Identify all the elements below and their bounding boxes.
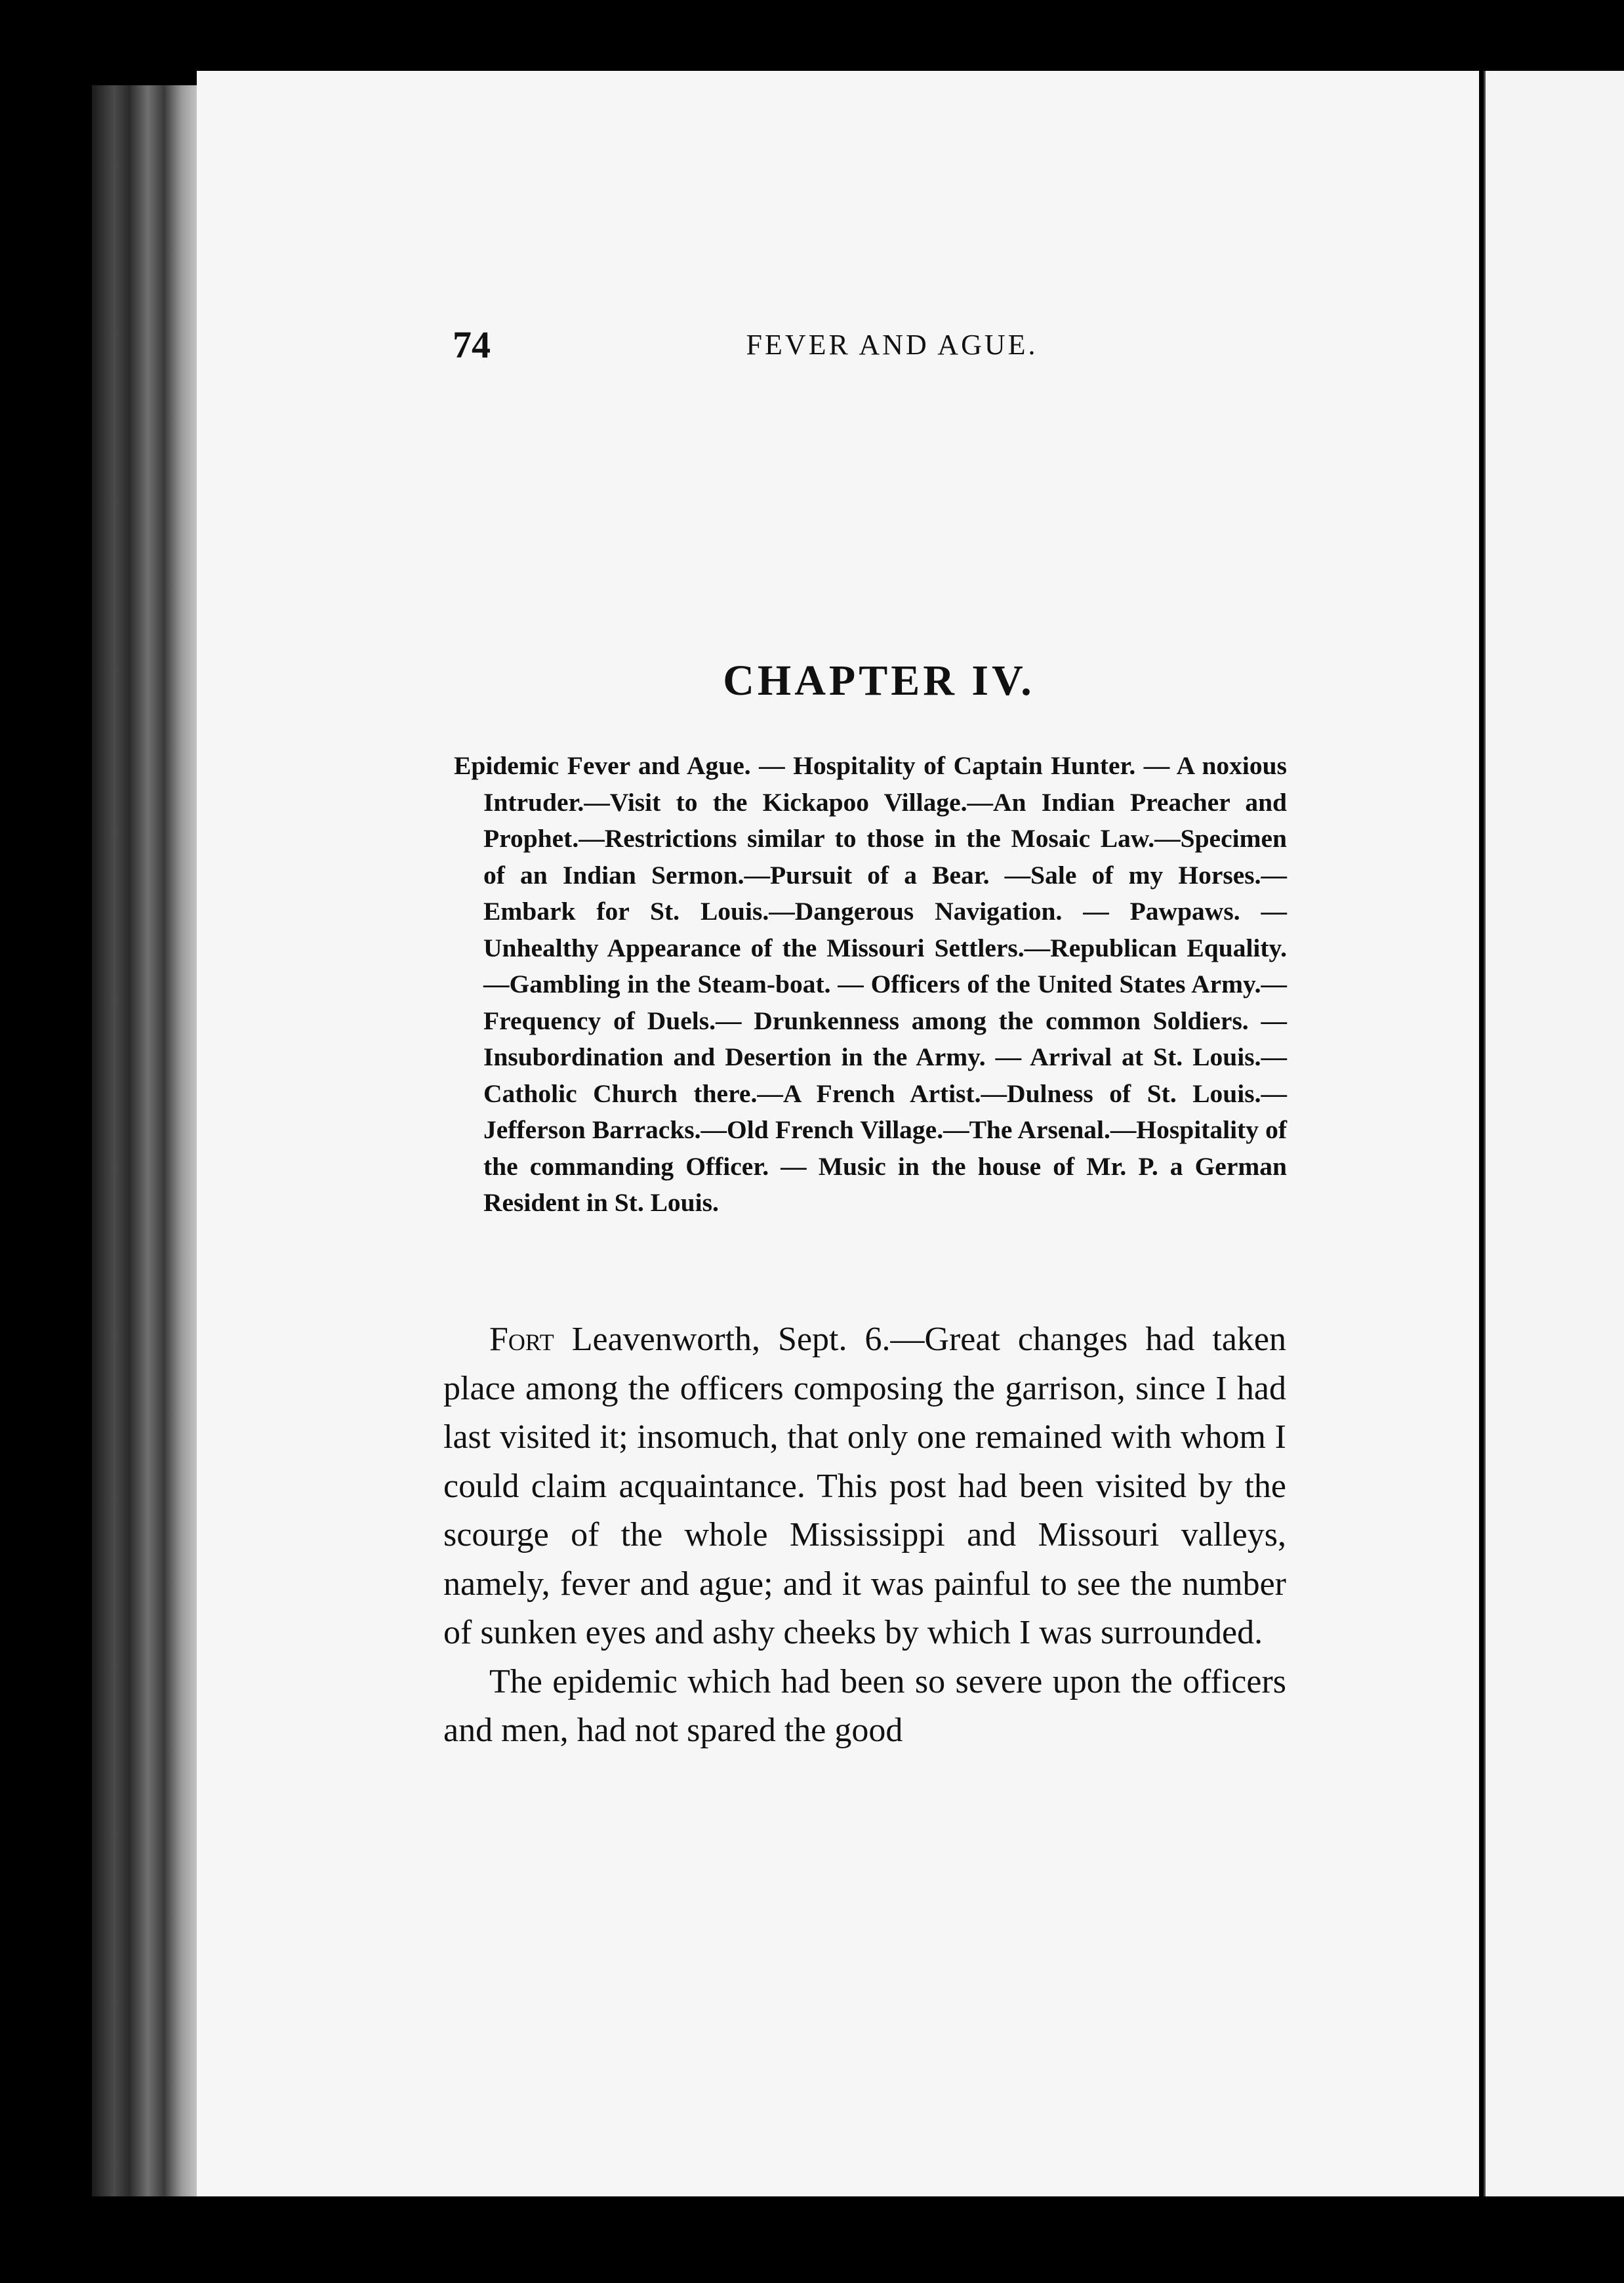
running-head bbox=[453, 323, 1305, 375]
chapter-heading: CHAPTER IV. bbox=[723, 657, 1035, 705]
paragraph-1 bbox=[443, 1315, 1286, 1658]
chapter-summary: Epidemic Fever and Ague. — Hospitality of Captain Hunter. — A noxious Intruder.—Visit to the Kickapoo Village.—An Indian Preacher and Prophet.—Restrictions similar to those in the Mosaic Law.—Specimen of an Indian Sermon.—Pursuit of a Bear. —Sale of my Horses.—Embark for St. Louis.—Dangerous Navigation. — Pawpaws. — Unhealthy Appearance of the Missouri Settlers.—Republican Equality.—Gambling in the Steam-boat. — Officers of the United States Army.—Frequency of Duels.— Drunkenness among the common Soldiers. — Insubordination and Desertion in the Army. — Arrival at St. Louis.—Catholic Church there.—A French Artist.—Dulness of St. Louis.—Jefferson Barracks.—Old French Village.—The Arsenal.—Hospitality of the commanding Officer. — Music in the house of Mr. P. a German Resident in St. Louis. bbox=[454, 751, 1287, 1217]
running-head-title: FEVER AND AGUE. bbox=[746, 329, 1038, 361]
paragraph-1-text: Leavenworth, Sept. 6.—Great changes had taken place among the officers composing the garrison, since I had last visited it; insomuch, that only one remained with whom I could claim acquaintance. This post had been visited by the scourge of the whole Mississippi and Missouri valleys, namely, fever and ague; and it was painful to see the number of sunken eyes and ashy cheeks by which I was surrounded. bbox=[443, 1321, 1286, 1651]
page-number: 74 bbox=[453, 323, 491, 366]
paragraph-lead: Fort bbox=[489, 1321, 554, 1358]
facing-page-edge bbox=[1486, 71, 1624, 2196]
body-text bbox=[443, 1315, 1286, 1756]
scan-border bbox=[92, 2196, 1624, 2283]
paragraph-2: The epidemic which had been so severe upon the officers and men, had not spared the good bbox=[443, 1662, 1286, 1749]
